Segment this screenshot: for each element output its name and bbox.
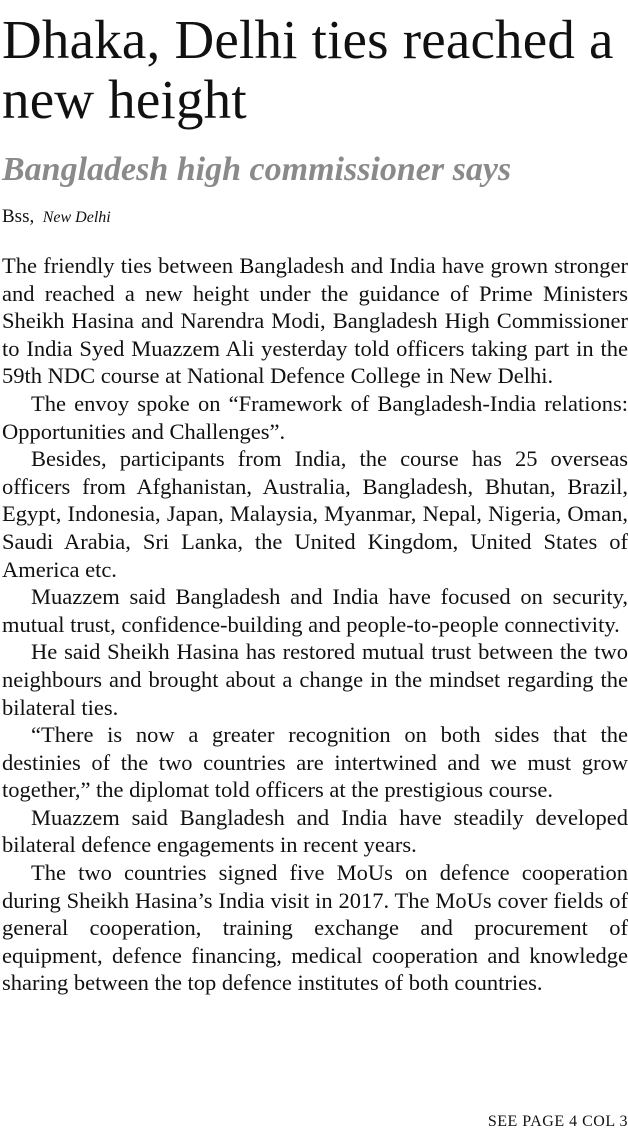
body-paragraph: The two countries signed five MoUs on defence cooperation during Sheikh Hasina’s India visit in 2017. The MoUs cover fields of general cooperation, training exchange and procurement of equipment, defence financing, medical cooperation and knowledge sharing between the top defence institutes of both countries. bbox=[2, 860, 628, 996]
body-paragraph: Muazzem said Bangladesh and India have steadily developed bilateral defence engagements in recent years. bbox=[2, 804, 628, 858]
body-paragraph: “There is now a greater recognition on both sides that the destinies of the two countries are intertwined and we must grow together,” the diplomat told officers at the prestigious course. bbox=[2, 722, 628, 803]
byline bbox=[2, 204, 111, 230]
continuation-jump-line: SEE PAGE 4 COL 3 bbox=[487, 1113, 628, 1130]
headline: Dhaka, Delhi ties reached a new height bbox=[2, 9, 614, 130]
body-paragraph: The friendly ties between Bangladesh and India have grown stronger and reached a new height under the guidance of Prime Ministers Sheikh Hasina and Narendra Modi, Bangladesh High Commissioner to India Syed Muazzem Ali yesterday told officers taking part in the 59th NDC course at National Defence College in New Delhi. bbox=[2, 253, 628, 389]
article-body bbox=[2, 252, 628, 997]
subheadline: Bangladesh high commissioner says bbox=[2, 151, 512, 188]
body-paragraph: Muazzem said Bangladesh and India have focused on security, mutual trust, confidence-building and people-to-people connectivity. bbox=[2, 584, 628, 637]
byline-dateline: New Delhi bbox=[42, 209, 111, 226]
byline-agency: Bss, bbox=[2, 206, 35, 227]
body-paragraph: He said Sheikh Hasina has restored mutual trust between the two neighbours and brought about a change in the mindset regarding the bilateral ties. bbox=[2, 639, 628, 720]
body-paragraph: Besides, participants from India, the course has 25 overseas officers from Afghanistan, Australia, Bangladesh, Bhutan, Brazil, Egypt, Indonesia, Japan, Malaysia, Myanmar, Nepal, Nigeria, Oman, Saudi Arabia, Sri Lanka, the United Kingdom, United States of America etc. bbox=[2, 446, 628, 582]
body-paragraph: The envoy spoke on “Framework of Bangladesh-India relations: Opportunities and Challenges”. bbox=[2, 390, 628, 444]
